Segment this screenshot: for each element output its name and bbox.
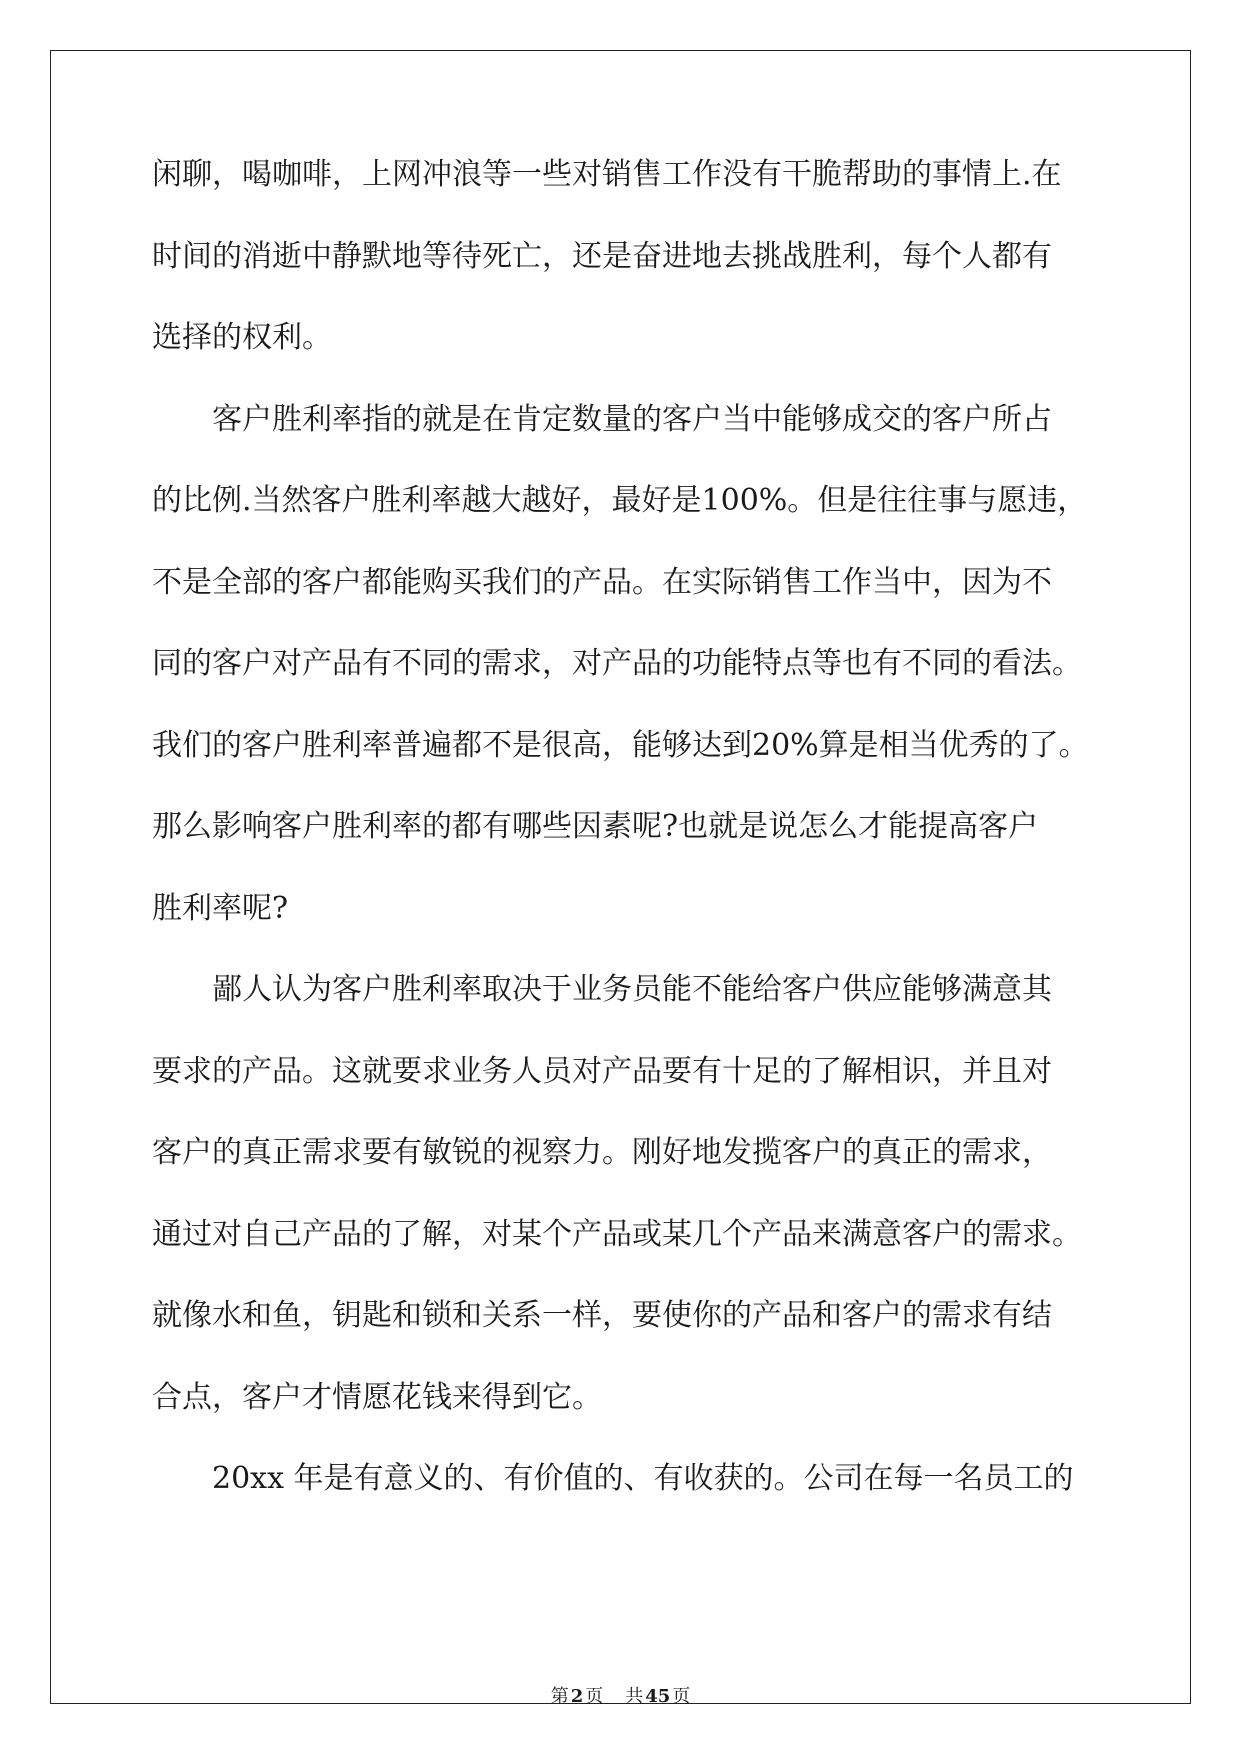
- text-line: 同的客户对产品有不同的需求，对产品的功能特点等也有不同的看法。: [152, 646, 1082, 681]
- document-body: [152, 140, 1094, 1526]
- text-line: 20xx 年是有意义的、有价值的、有收获的。公司在每一名员工的: [152, 1461, 1074, 1496]
- text-line: 通过对自己产品的了解，对某个产品或某几个产品来满意客户的需求。: [152, 1216, 1082, 1252]
- total-suffix: 页: [672, 1686, 691, 1707]
- text-line: 胜利率呢?: [152, 890, 289, 926]
- text-line: 要求的产品。这就要求业务人员对产品要有十足的了解相识，并且对: [152, 1053, 1052, 1089]
- total-pages: 45: [645, 1686, 671, 1707]
- text-line: 不是全部的客户都能购买我们的产品。在实际销售工作当中，因为不: [152, 564, 1052, 600]
- page-number: 2: [570, 1686, 584, 1707]
- text-line: 那么影响客户胜利率的都有哪些因素呢?也就是说怎么才能提高客户: [152, 809, 1039, 844]
- text-line: 合点，客户才情愿花钱来得到它。: [152, 1379, 602, 1415]
- page-prefix: 第: [550, 1686, 569, 1707]
- text-line: 选择的权利。: [152, 320, 332, 355]
- total-prefix: 共: [625, 1686, 644, 1707]
- text-line: 客户胜利率指的就是在肯定数量的客户当中能够成交的客户所占: [152, 401, 1052, 437]
- text-line: 就像水和鱼，钥匙和锁和关系一样，要使你的产品和客户的需求有结: [152, 1298, 1052, 1333]
- text-line: 闲聊，喝咖啡，上网冲浪等一些对销售工作没有干脆帮助的事情上.在: [152, 157, 1062, 192]
- page-footer: [0, 1682, 1241, 1708]
- text-line: 客户的真正需求要有敏锐的视察力。刚好地发揽客户的真正的需求，: [152, 1135, 1052, 1170]
- text-line: 时间的消逝中静默地等待死亡，还是奋进地去挑战胜利，每个人都有: [152, 238, 1052, 274]
- text-line: 鄙人认为客户胜利率取决于业务员能不能给客户供应能够满意其: [152, 972, 1052, 1007]
- text-line: 我们的客户胜利率普遍都不是很高，能够达到20%算是相当优秀的了。: [152, 727, 1089, 763]
- page-suffix: 页: [585, 1686, 604, 1707]
- text-line: 的比例.当然客户胜利率越大越好，最好是100%。但是往往事与愿违，: [152, 483, 1088, 518]
